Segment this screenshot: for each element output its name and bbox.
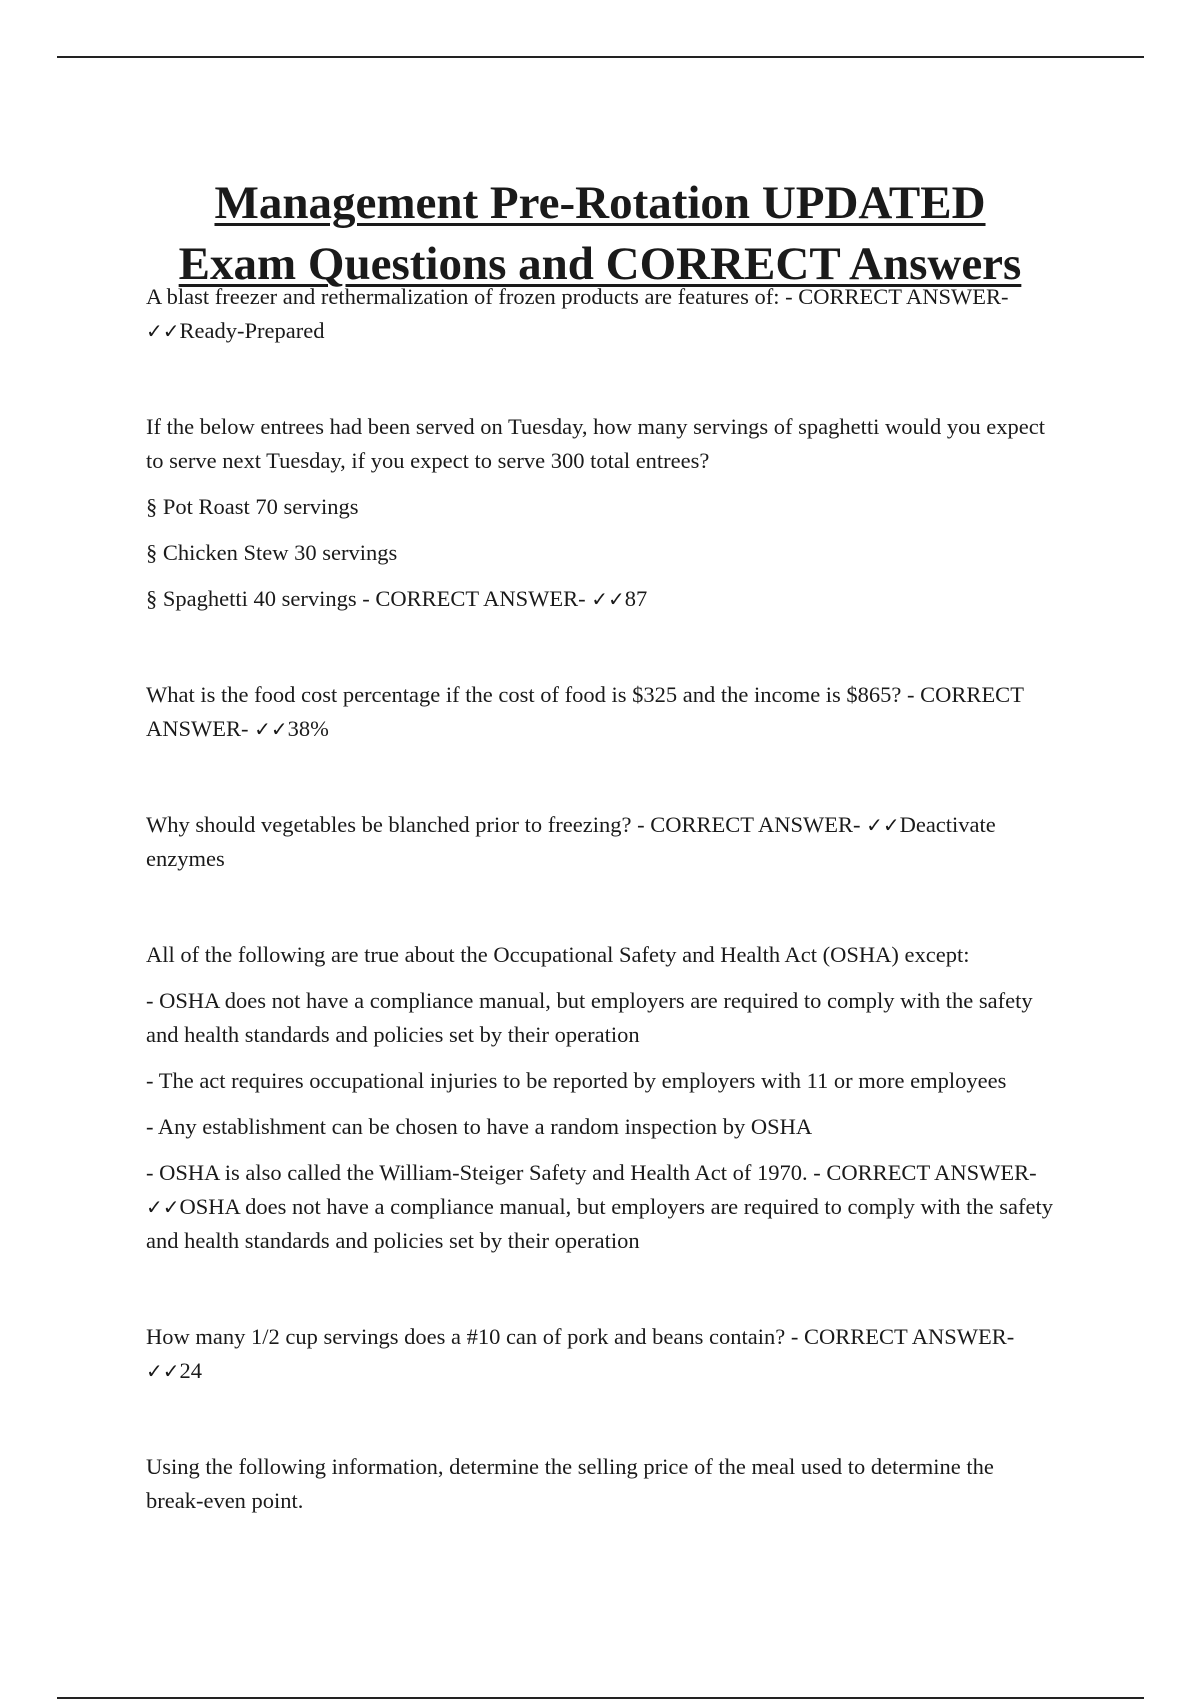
question-line: - Any establishment can be chosen to have a random inspection by OSHA (146, 1114, 813, 1139)
answer-text: 87 (624, 586, 648, 611)
question-text: What is the food cost percentage if the cost of food is $325 and the income is $865? - CORRECT ANSWER- ✓✓38% (146, 682, 1024, 741)
question-line: - OSHA is also called the William-Steiger Safety and Health Act of 1970. (146, 1160, 808, 1185)
qa-item (146, 410, 1056, 616)
question-option: § Spaghetti 40 servings - CORRECT ANSWER- ✓✓87 (146, 586, 648, 611)
question-text: A blast freezer and rethermalization of frozen products are features of: - CORRECT ANSWER- ✓✓Ready-Prepared (146, 284, 1009, 343)
question-line: § Pot Roast 70 servings (146, 494, 359, 519)
qa-item (146, 938, 1056, 1258)
title-line-1: Management Pre-Rotation UPDATED (214, 177, 986, 230)
checkmark-icon: ✓✓ (146, 1359, 180, 1383)
answer-text: Ready-Prepared (179, 318, 325, 343)
qa-item (146, 1450, 1056, 1518)
checkmark-icon: ✓✓ (866, 813, 900, 837)
question-option (146, 1064, 1056, 1098)
question-line: If the below entrees had been served on Tuesday, how many servings of spaghetti would you expect to serve next Tuesday, if you expect to serve 300 total entrees? (146, 414, 1045, 473)
qa-list (146, 280, 1056, 1580)
qa-item (146, 808, 1056, 876)
question-text (146, 1450, 1056, 1518)
answer-text: 24 (179, 1358, 203, 1383)
question-line: How many 1/2 cup servings does a #10 can of pork and beans contain? (146, 1324, 786, 1349)
question-line: § Chicken Stew 30 servings (146, 540, 398, 565)
question-line: Why should vegetables be blanched prior to freezing? (146, 812, 632, 837)
answer-prefix: CORRECT ANSWER- (803, 1324, 1015, 1349)
question-line: § Spaghetti 40 servings (146, 586, 357, 611)
checkmark-icon: ✓✓ (146, 1195, 180, 1219)
question-line: All of the following are true about the Occupational Safety and Health Act (OSHA) except: (146, 942, 970, 967)
qa-item (146, 678, 1056, 746)
top-rule (57, 56, 1144, 58)
page-title (100, 173, 1100, 295)
qa-item (146, 1320, 1056, 1388)
question-line: Using the following information, determine the selling price of the meal used to determine the break-even point. (146, 1454, 994, 1513)
checkmark-icon: ✓✓ (254, 717, 288, 741)
answer-text: Deactivate enzymes (146, 812, 996, 871)
question-line: - OSHA does not have a compliance manual, but employers are required to comply with the safety and health standards and policies set by their operation (146, 988, 1033, 1047)
answer-prefix: CORRECT ANSWER- (798, 284, 1009, 309)
question-line: What is the food cost percentage if the cost of food is $325 and the income is $865? (146, 682, 902, 707)
question-line: A blast freezer and rethermalization of frozen products are features of: (146, 284, 780, 309)
checkmark-icon: ✓✓ (146, 319, 180, 343)
qa-item (146, 280, 1056, 348)
answer-prefix: CORRECT ANSWER- (826, 1160, 1037, 1185)
answer-prefix: CORRECT ANSWER- (146, 682, 1024, 741)
bottom-rule (57, 1697, 1144, 1699)
answer-text: 38% (287, 716, 329, 741)
question-line: - The act requires occupational injuries to be reported by employers with 11 or more employees (146, 1068, 1007, 1093)
checkmark-icon: ✓✓ (591, 587, 625, 611)
question-option (146, 984, 1056, 1052)
question-text: How many 1/2 cup servings does a #10 can of pork and beans contain? - CORRECT ANSWER- ✓✓24 (146, 1324, 1015, 1383)
answer-text: OSHA does not have a compliance manual, but employers are required to comply with the safety and health standards and policies set by their operation (146, 1194, 1054, 1253)
title-line-2: Exam Questions and CORRECT Answers (178, 238, 1022, 291)
question-option: - OSHA is also called the William-Steiger Safety and Health Act of 1970. - CORRECT ANSWER- ✓✓OSHA does not have a compliance manual, but employers are required to comply with the safety and health standards and policies set by their operation (146, 1160, 1054, 1253)
question-option (146, 490, 1056, 524)
question-text (146, 938, 1056, 972)
question-text: Why should vegetables be blanched prior to freezing? - CORRECT ANSWER- ✓✓Deactivate enzymes (146, 812, 996, 871)
answer-prefix: CORRECT ANSWER- (375, 586, 586, 611)
question-text (146, 410, 1056, 478)
question-option (146, 536, 1056, 570)
answer-prefix: CORRECT ANSWER- (650, 812, 861, 837)
question-option (146, 1110, 1056, 1144)
